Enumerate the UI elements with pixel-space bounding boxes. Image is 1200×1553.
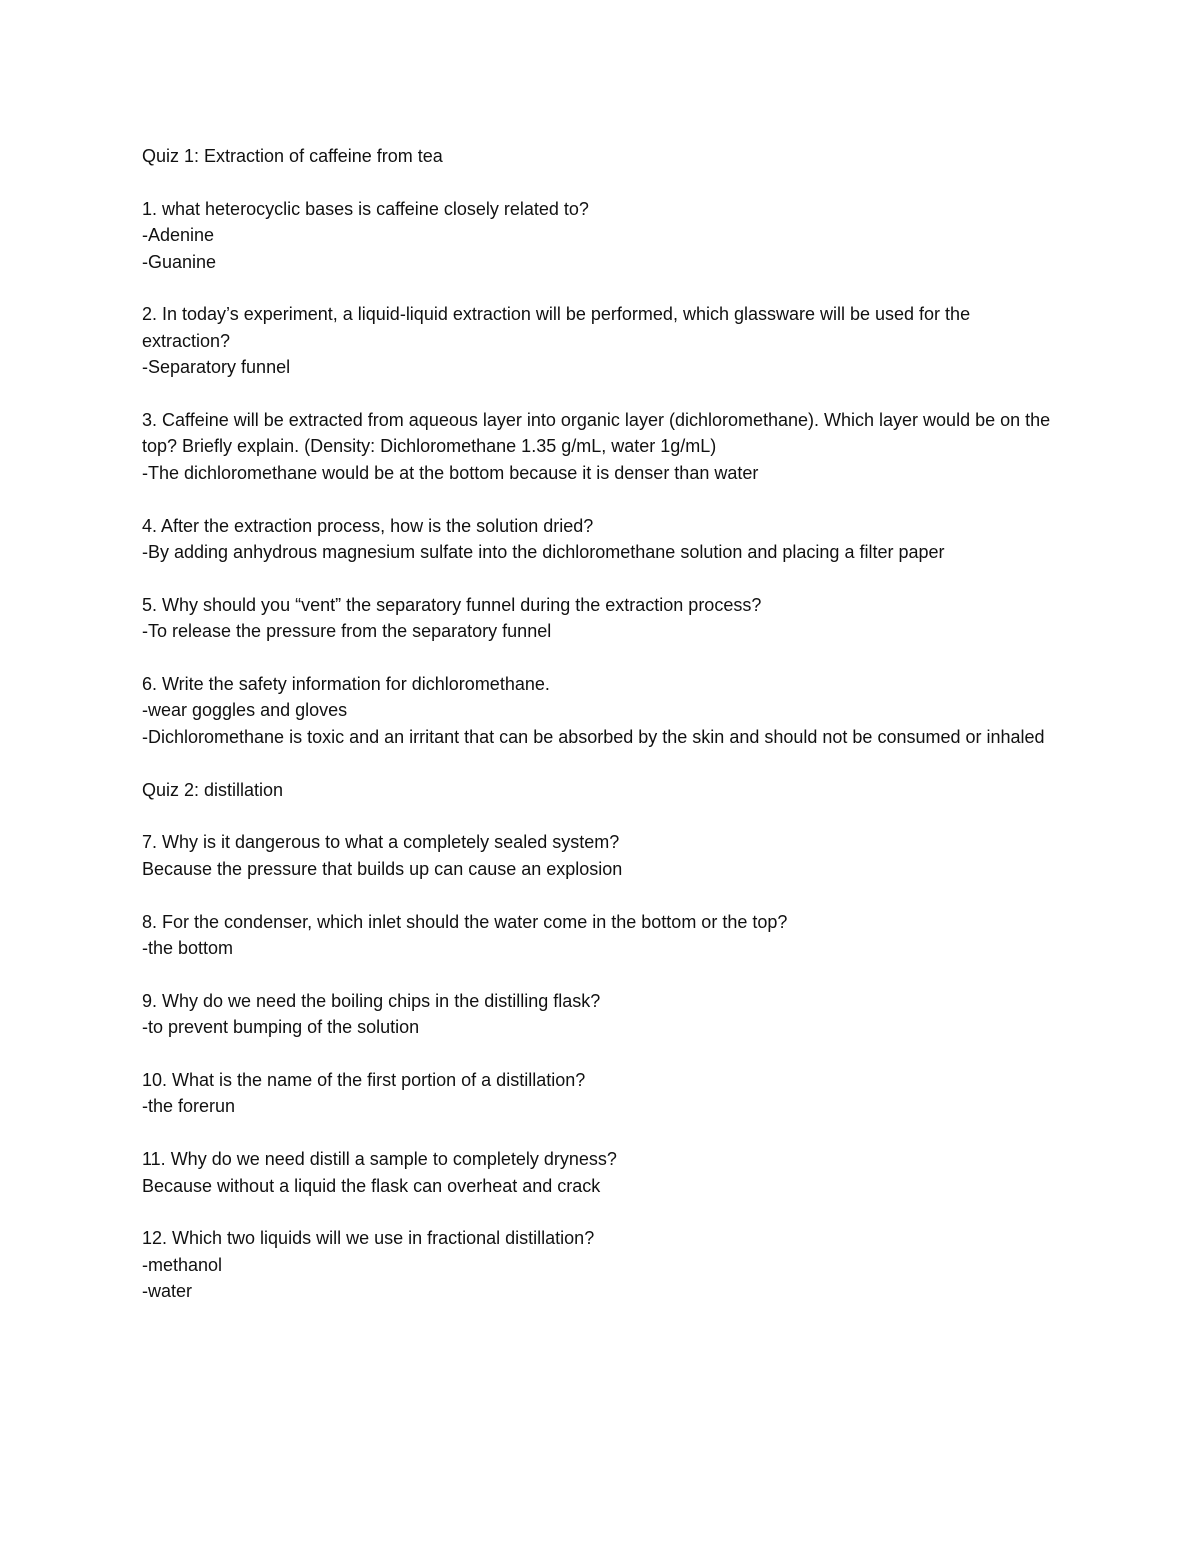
question-block-2 [142, 301, 1062, 380]
question-text: 1. what heterocyclic bases is caffeine closely related to? [142, 198, 589, 219]
answer-text: -to prevent bumping of the solution [142, 1017, 420, 1038]
question-text: 6. Write the safety information for dichloromethane. [142, 674, 550, 695]
question-block-1 [142, 196, 1062, 275]
answer-text: -Guanine [142, 251, 217, 272]
question-block-9 [142, 988, 1062, 1041]
question-text: 9. Why do we need the boiling chips in the distilling flask? [142, 990, 601, 1011]
answer-text: -the forerun [142, 1096, 236, 1117]
answer-text: -methanol [142, 1254, 223, 1275]
answer-text: -Separatory funnel [142, 357, 291, 378]
answer-text: -wear goggles and gloves [142, 700, 348, 721]
answer-text: Because the pressure that builds up can cause an explosion [142, 858, 623, 879]
quiz2-title: Quiz 2: distillation [142, 779, 284, 800]
question-block-7 [142, 829, 1062, 882]
answer-text: -Dichloromethane is toxic and an irritant that can be absorbed by the skin and should not be consumed or inhaled [142, 726, 1045, 747]
answer-text: -The dichloromethane would be at the bottom because it is denser than water [142, 462, 759, 483]
question-block-10 [142, 1067, 1062, 1120]
question-block-5 [142, 592, 1062, 645]
question-text: 5. Why should you “vent” the separatory funnel during the extraction process? [142, 594, 762, 615]
question-text: 4. After the extraction process, how is the solution dried? [142, 515, 594, 536]
question-text: 8. For the condenser, which inlet should the water come in the bottom or the top? [142, 911, 788, 932]
answer-text: -By adding anhydrous magnesium sulfate into the dichloromethane solution and placing a filter paper [142, 542, 945, 563]
question-text: 7. Why is it dangerous to what a completely sealed system? [142, 832, 620, 853]
quiz1-title: Quiz 1: Extraction of caffeine from tea [142, 146, 443, 166]
question-block-11 [142, 1146, 1062, 1199]
answer-text: -Adenine [142, 225, 215, 246]
question-text: 10. What is the name of the first portion of a distillation? [142, 1070, 586, 1091]
question-text: 2. In today’s experiment, a liquid-liquid extraction will be performed, which glassware will be used for the extraction? [142, 304, 971, 351]
answer-text: -water [142, 1281, 193, 1302]
answer-text: -the bottom [142, 938, 234, 959]
question-block-12 [142, 1225, 1062, 1304]
question-block-8 [142, 909, 1062, 962]
question-block-6 [142, 671, 1062, 750]
question-text: 3. Caffeine will be extracted from aqueous layer into organic layer (dichloromethane). Which layer would be on the top? Briefly explain. (Density: Dichloromethane 1.35 g/mL, water 1g/mL) [142, 410, 1051, 457]
question-text: 11. Why do we need distill a sample to completely dryness? [142, 1149, 617, 1170]
answer-text: -To release the pressure from the separatory funnel [142, 621, 552, 642]
answer-text: Because without a liquid the flask can overheat and crack [142, 1175, 601, 1196]
question-text: 12. Which two liquids will we use in fractional distillation? [142, 1228, 595, 1249]
document-body [142, 143, 1062, 1305]
question-block-3 [142, 407, 1062, 486]
question-block-4 [142, 513, 1062, 566]
